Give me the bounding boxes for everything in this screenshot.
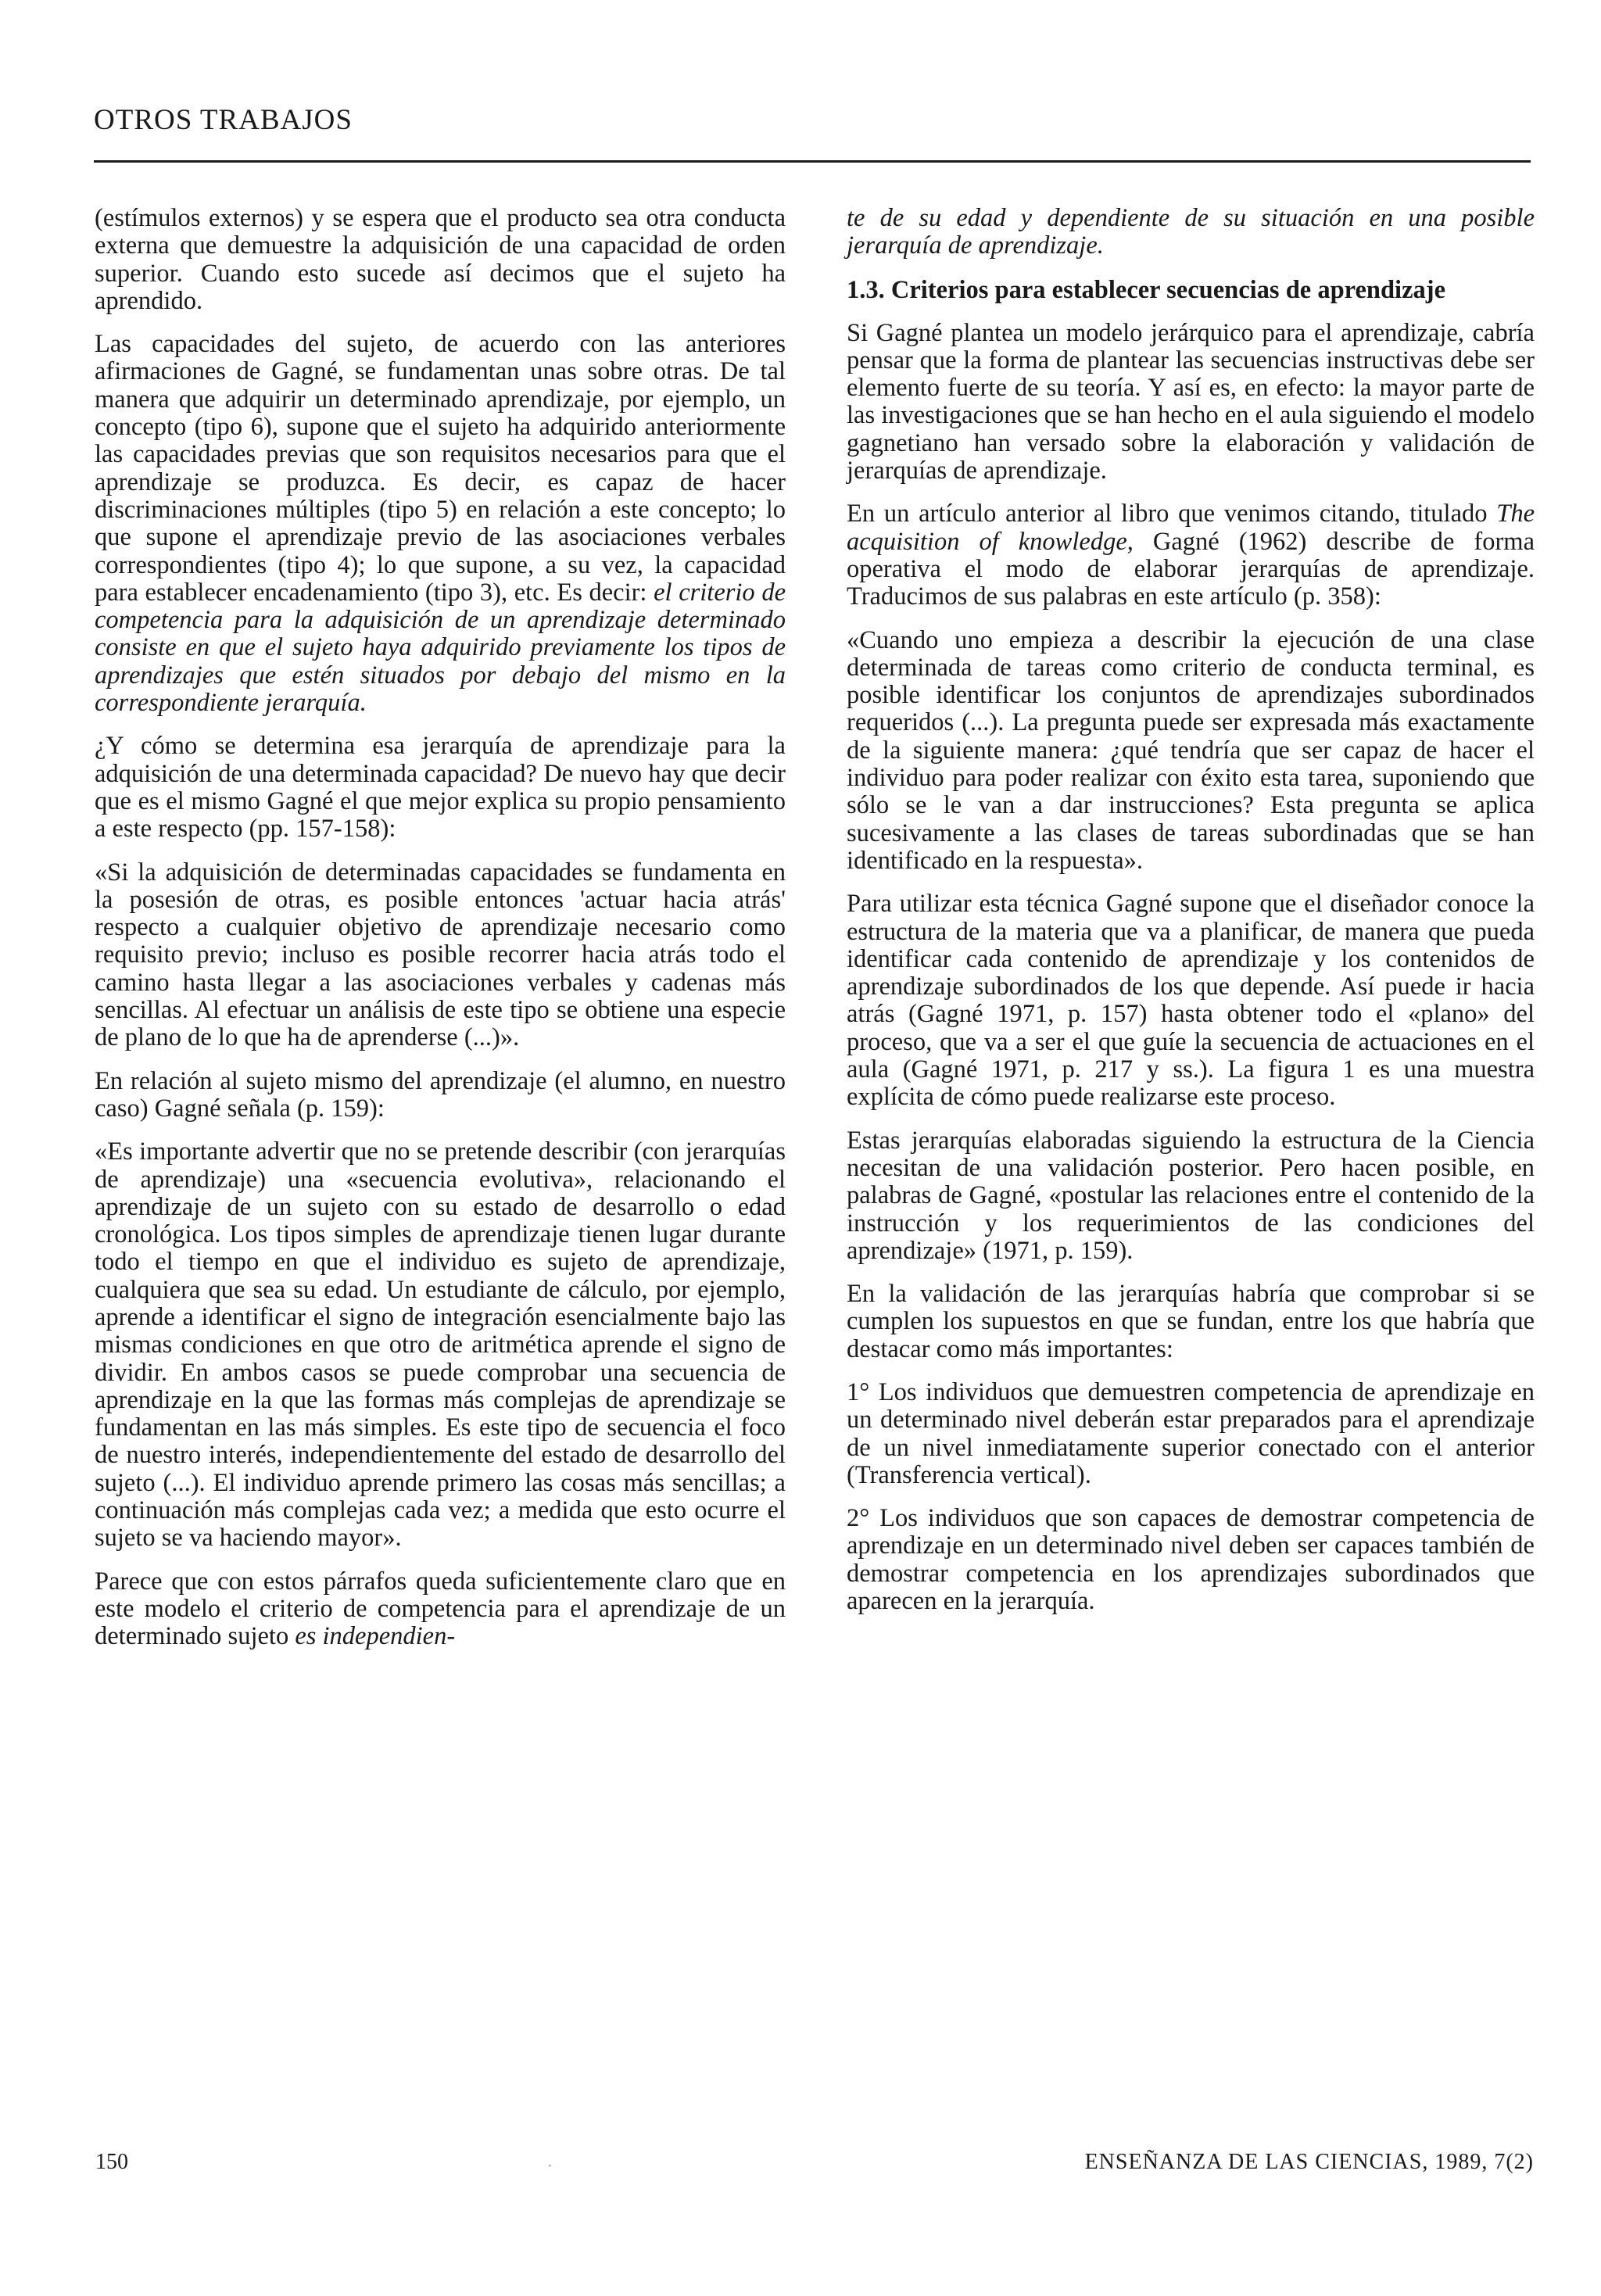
paragraph (95, 1568, 786, 1651)
paragraph-text: En un artículo anterior al libro que venimos citando, titulado (847, 500, 1497, 528)
header-rule (94, 160, 1531, 163)
list-item: 1° Los individuos que demuestren competencia de aprendizaje en un determinado nivel deberán estar preparados para el aprendizaje de un nivel inmediatamente superior conectado con el anterior (Transferencia vertical). (847, 1377, 1535, 1489)
paragraph-text: Parece que con estos párrafos queda suficientemente claro que en este modelo el criterio de competencia para el aprendizaje de un determinado sujeto (95, 1567, 786, 1651)
italic-text: es independien- (295, 1622, 456, 1651)
book-title: The acquisition of knowledge, (847, 500, 1535, 556)
section-heading: 1.3. Criterios para establecer secuencias de aprendizaje (847, 275, 1446, 304)
left-column (95, 205, 786, 1667)
paragraph: En la validación de las jerarquías habría que comprobar si se cumplen los supuestos en que se fundan, entre los que habría que destacar como más importantes: (847, 1280, 1535, 1363)
page-number: 150 (95, 2150, 128, 2174)
paragraph-text: Gagné (1962) describe de forma operativa el modo de elaborar jerarquías de aprendizaje. Traducimos de sus palabras en este artículo (p. 358): (847, 527, 1535, 611)
paragraph: ¿Y cómo se determina esa jerarquía de aprendizaje para la adquisición de una determinada capacidad? De nuevo hay que decir que es el mismo Gagné el que mejor explica su propio pensamiento a este respecto (pp. 157-158): (95, 732, 786, 844)
paragraph: Si Gagné plantea un modelo jerárquico para el aprendizaje, cabría pensar que la forma de plantear las secuencias instructivas debe ser elemento fuerte de su teoría. Y así es, en efecto: la mayor parte de las investigaciones que se han hecho en el aula siguiendo el modelo gagnetiano han versado sobre la elaboración y validación de jerarquías de aprendizaje. (847, 318, 1535, 485)
paragraph-text: Las capacidades del sujeto, de acuerdo con las anteriores afirmaciones de Gagné, se fundamentan unas sobre otras. De tal manera que adquirir un determinado aprendizaje, por ejemplo, un concepto (tipo 6), supone que el sujeto ha adquirido anteriormente las capacidades previas que son requisitos necesarios para que el aprendizaje se produzca. Es decir, es capaz de hacer discriminaciones múltiples (tipo 5) en relación a este concepto; lo que supone el aprendizaje previo de las asociaciones verbales correspondientes (tipo 4); lo que supone, a su vez, la capacidad para establecer encadenamiento (tipo 3), etc. Es decir: (95, 330, 786, 607)
quotation: «Si la adquisición de determinadas capacidades se fundamenta en la posesión de otras, es posible entonces 'actuar hacia atrás' respecto a cualquier objetivo de aprendizaje necesario como requisito previo; incluso es posible recorrer hacia atrás todo el camino hasta llegar a las asociaciones verbales y cadenas más sencillas. Al efectuar un análisis de este tipo se obtiene una especie de plano de lo que ha de aprenderse (...)». (95, 858, 786, 1052)
quotation: «Cuando uno empieza a describir la ejecución de una clase determinada de tareas como criterio de conducta terminal, es posible identificar los conjuntos de aprendizajes subordinados requeridos (...). La pregunta puede ser expresada más exactamente de la siguiente manera: ¿qué tendría que ser capaz de hacer el individuo para poder realizar con éxito esta tarea, suponiendo que sólo se le van a dar instrucciones? Esta pregunta se aplica sucesivamente a las clases de tareas subordinadas que se han identificado en la respuesta». (847, 625, 1535, 875)
paragraph (95, 331, 786, 717)
italic-definition: el criterio de competencia para la adquisición de un aprendizaje determinado consiste en que el sujeto haya adquirido previamente los tipos de aprendizajes que estén situados por debajo del mismo en la correspondiente jerarquía. (95, 578, 786, 718)
paragraph: Para utilizar esta técnica Gagné supone que el diseñador conoce la estructura de la materia que va a planificar, de manera que pueda identificar cada contenido de aprendizaje y los contenidos de aprendizaje subordinados de los que depende. Así puede ir hacia atrás (Gagné 1971, p. 157) hasta obtener todo el «plano» del proceso, que va a ser el que guíe la secuencia de actuaciones en el aula (Gagné 1971, p. 217 y ss.). La figura 1 es una muestra explícita de cómo puede realizarse este proceso. (847, 890, 1535, 1112)
footer-dot: · (547, 2158, 553, 2175)
paragraph: (estímulos externos) y se espera que el producto sea otra conducta externa que demuestre la adquisición de una capacidad de orden superior. Cuando esto sucede así decimos que el sujeto ha aprendido. (95, 204, 786, 315)
italic-text: te de su edad y dependiente de su situación en una posible jerarquía de aprendizaje. (847, 204, 1535, 260)
right-column (847, 205, 1535, 1631)
paragraph: Estas jerarquías elaboradas siguiendo la estructura de la Ciencia necesitan de una validación posterior. Pero hacen posible, en palabras de Gagné, «postular las relaciones entre el contenido de la instrucción y los requerimientos de las condiciones del aprendizaje» (1971, p. 159). (847, 1126, 1535, 1265)
list-item: 2° Los individuos que son capaces de demostrar competencia de aprendizaje en un determinado nivel deben ser capaces también de demostrar competencia en los aprendizajes subordinados que aparecen en la jerarquía. (847, 1504, 1535, 1616)
quotation: «Es importante advertir que no se pretende describir (con jerarquías de aprendizaje) una «secuencia evolutiva», relacionando el aprendizaje de un sujeto con su estado de desarrollo o edad cronológica. Los tipos simples de aprendizaje tienen lugar durante todo el tiempo en que el individuo es sujeto de aprendizaje, cualquiera que sea su edad. Un estudiante de cálculo, por ejemplo, aprende a identificar el signo de integración esencialmente bajo las mismas condiciones en que otro de aritmética aprende el signo de dividir. En ambos casos se puede comprobar una secuencia de aprendizaje en la que las formas más complejas de aprendizaje se fundamentan en las más simples. Es este tipo de secuencia el foco de nuestro interés, independientemente del estado de desarrollo del sujeto (...). El individuo aprende primero las cosas más sencillas; a continuación más complejas cada vez; a medida que esto ocurre el sujeto se va haciendo mayor». (95, 1137, 786, 1553)
journal-footer: ENSEÑANZA DE LAS CIENCIAS, 1989, 7(2) (1084, 2150, 1534, 2174)
section-header: OTROS TRABAJOS (94, 104, 353, 136)
paragraph: En relación al sujeto mismo del aprendizaje (el alumno, en nuestro caso) Gagné señala (p. 159): (95, 1066, 786, 1123)
paragraph (847, 500, 1535, 611)
paragraph (847, 205, 1535, 260)
